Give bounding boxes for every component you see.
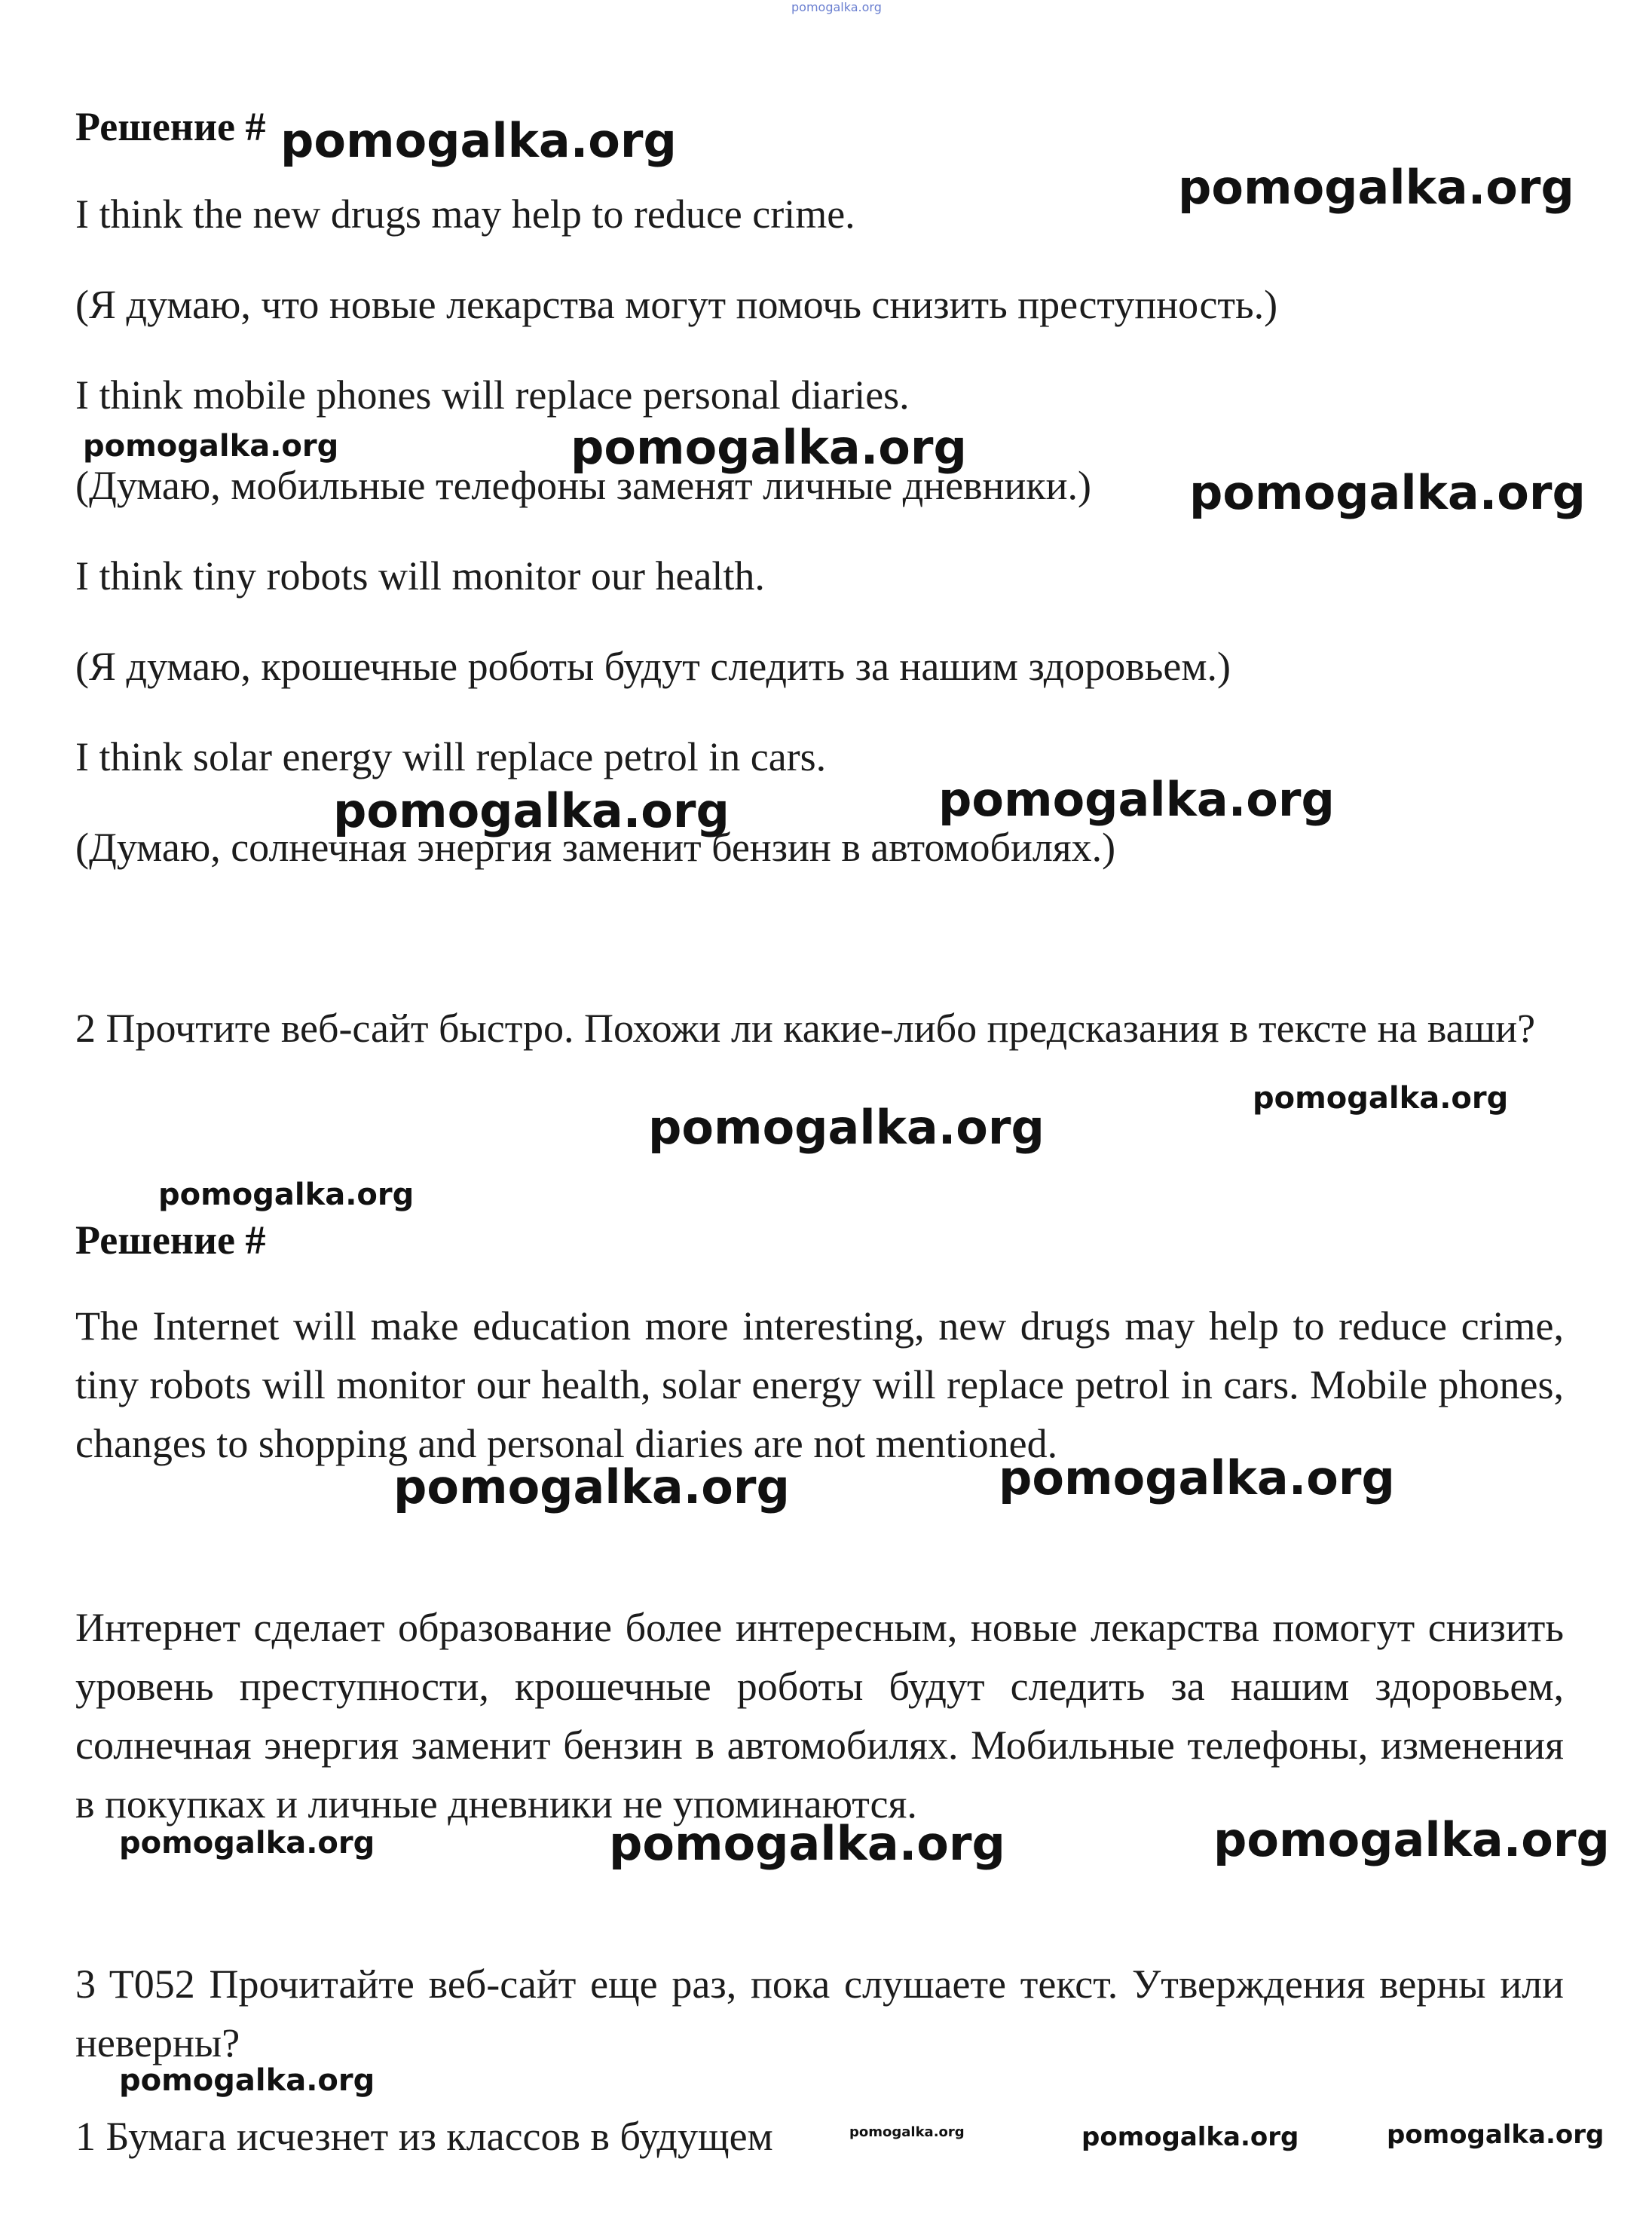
task-3-item-1: 1 Бумага исчезнет из классов в будущем (75, 2114, 773, 2159)
watermark: pomogalka.org (83, 429, 339, 464)
watermark: pomogalka.org (393, 1459, 790, 1514)
sentence-en-3: I think tiny robots will monitor our health. (75, 553, 765, 599)
watermark: pomogalka.org (648, 1100, 1045, 1155)
watermark: pomogalka.org (119, 2063, 375, 2098)
watermark: pomogalka.org (849, 2124, 965, 2140)
sentence-ru-4: (Думаю, солнечная энергия заменит бензин в автомобилях.) (75, 825, 1116, 870)
watermark: pomogalka.org (1213, 1812, 1610, 1867)
watermark: pomogalka.org (938, 772, 1335, 827)
watermark: pomogalka.org (119, 1826, 375, 1860)
sentence-en-2: I think mobile phones will replace personal diaries. (75, 372, 910, 418)
watermark: pomogalka.org (1189, 465, 1586, 520)
task-3-text: 3 T052 Прочитайте веб-сайт еще раз, пока слушаете текст. Утверждения верны или неверны? (75, 1961, 1564, 2065)
top-watermark: pomogalka.org (791, 0, 882, 14)
watermark: pomogalka.org (571, 420, 967, 475)
sentence-ru-1: (Я думаю, что новые лекарства могут помочь снизить преступность.) (75, 282, 1278, 327)
watermark: pomogalka.org (1253, 1081, 1509, 1116)
solution-heading-2: Решение # (75, 1217, 266, 1263)
sentence-en-1: I think the new drugs may help to reduce crime. (75, 191, 855, 237)
solution-heading-1: Решение # (75, 104, 266, 149)
watermark: pomogalka.org (1081, 2122, 1299, 2152)
watermark: pomogalka.org (333, 783, 730, 838)
watermark: pomogalka.org (1178, 160, 1574, 215)
watermark: pomogalka.org (609, 1816, 1005, 1871)
watermark: pomogalka.org (1387, 2120, 1605, 2150)
sentence-ru-2: (Думаю, мобильные телефоны заменят личные дневники.) (75, 463, 1091, 508)
watermark: pomogalka.org (280, 113, 677, 168)
answer-paragraph-ru: Интернет сделает образование более интересным, новые лекарства помогут снизить уровень преступности, крошечные роботы будут следить за нашим здоровьем, солнечная энергия заменит бензин в автомобилях. Мобильные телефоны, изменения в покупках и личные дневники не упоминаются. (75, 1605, 1564, 1827)
sentence-ru-3: (Я думаю, крошечные роботы будут следить за нашим здоровьем.) (75, 644, 1231, 689)
answer-paragraph-en: The Internet will make education more interesting, new drugs may help to reduce crime, tiny robots will monitor our health, solar energy will replace petrol in cars. Mobile phones, changes to shopping and personal diaries are not mentioned. (75, 1303, 1564, 1466)
task-2-text: 2 Прочтите веб-сайт быстро. Похожи ли какие-либо предсказания в тексте на ваши? (75, 1006, 1536, 1051)
sentence-en-4: I think solar energy will replace petrol in cars. (75, 734, 827, 779)
watermark: pomogalka.org (999, 1450, 1395, 1505)
watermark: pomogalka.org (158, 1177, 415, 1212)
